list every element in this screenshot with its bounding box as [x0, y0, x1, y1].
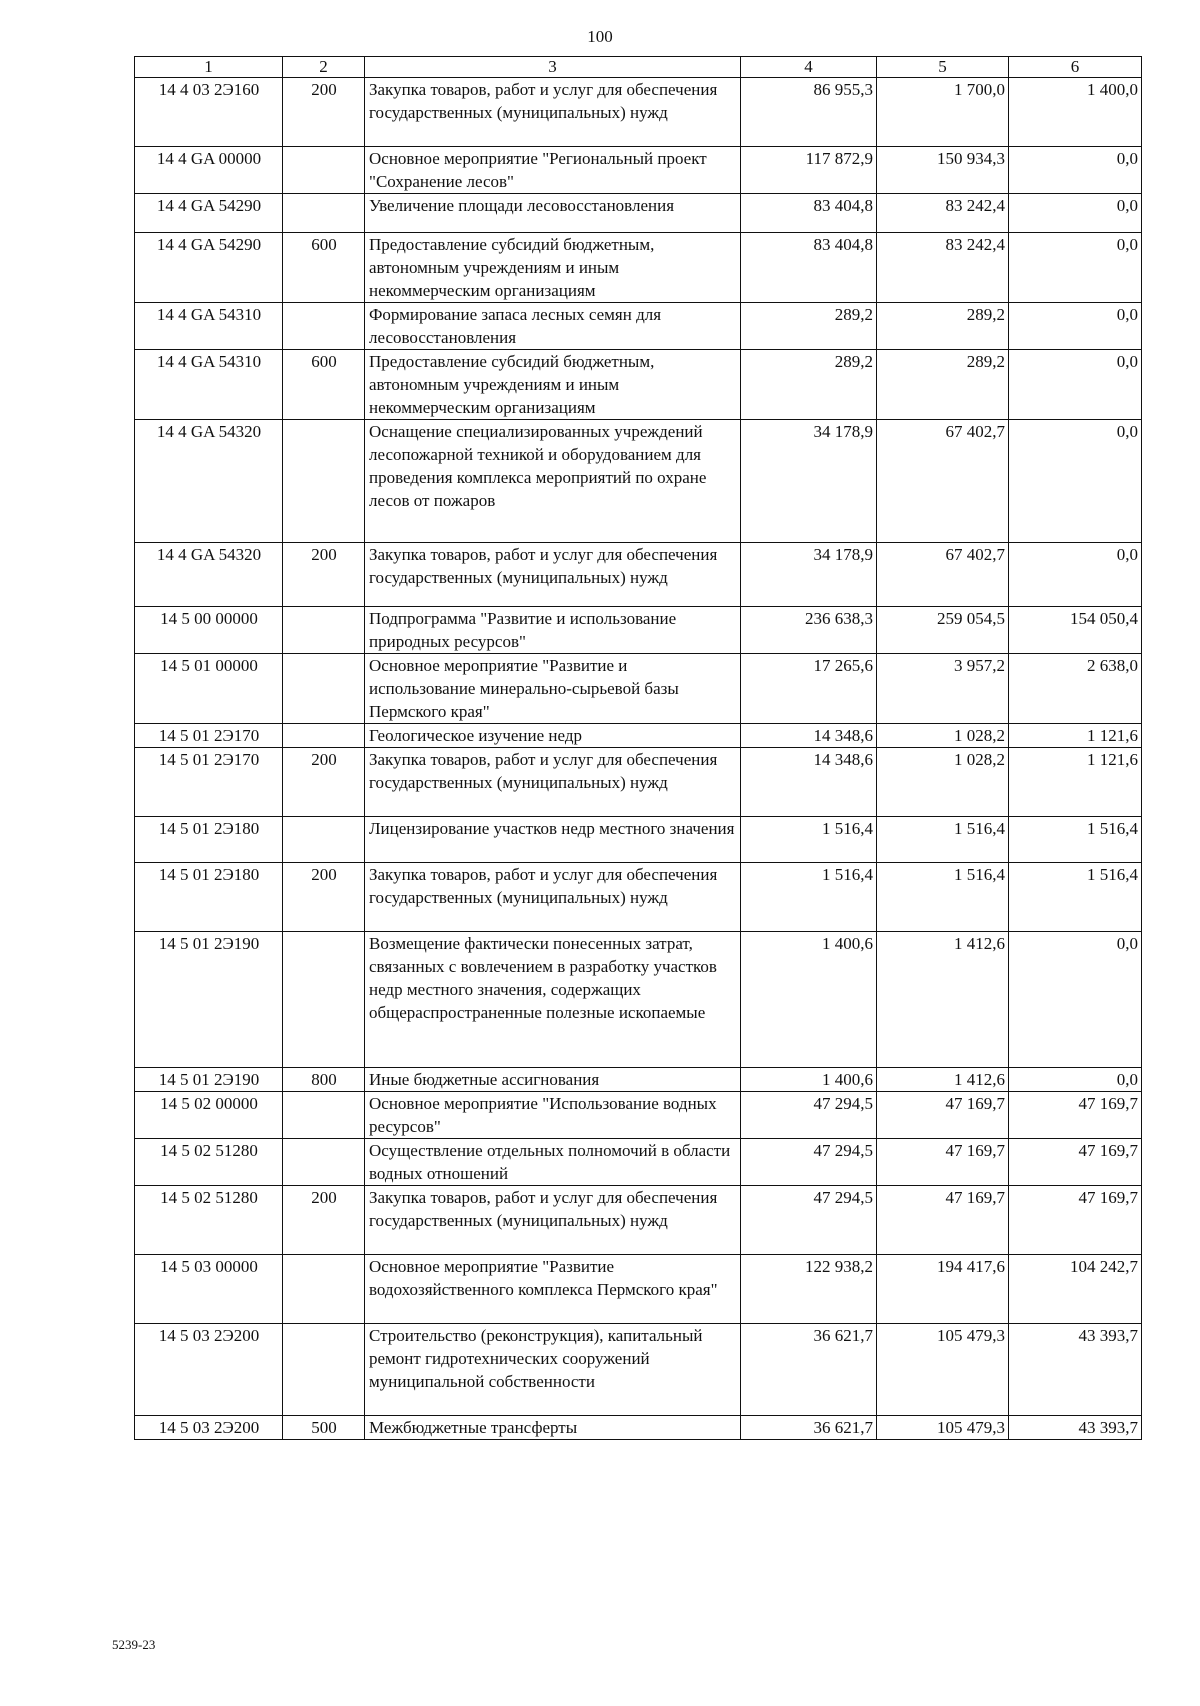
row-name: Предоставление субсидий бюджетным, автономным учреждениям и иным некоммерческим организациям [365, 350, 741, 420]
row-code: 14 5 01 2Э190 [135, 932, 283, 1068]
row-value-col4: 117 872,9 [741, 147, 877, 194]
table-row [135, 724, 1142, 748]
table-row [135, 748, 1142, 817]
row-name: Осуществление отдельных полномочий в области водных отношений [365, 1139, 741, 1186]
row-code: 14 5 01 00000 [135, 654, 283, 724]
row-code: 14 4 GA 54310 [135, 303, 283, 350]
row-expense-type [283, 194, 365, 233]
table-row [135, 420, 1142, 543]
row-code: 14 5 03 00000 [135, 1255, 283, 1324]
row-name: Закупка товаров, работ и услуг для обеспечения государственных (муниципальных) нужд [365, 748, 741, 817]
row-value-col5: 3 957,2 [877, 654, 1009, 724]
header-row [135, 57, 1142, 78]
row-code: 14 4 03 2Э160 [135, 78, 283, 147]
row-code: 14 5 01 2Э180 [135, 863, 283, 932]
table-row [135, 233, 1142, 303]
row-name: Геологическое изучение недр [365, 724, 741, 748]
document-code: 5239-23 [112, 1637, 156, 1652]
row-expense-type: 600 [283, 350, 365, 420]
row-value-col6: 0,0 [1009, 932, 1142, 1068]
row-expense-type [283, 1139, 365, 1186]
column-header-5: 5 [877, 57, 1009, 78]
row-expense-type: 500 [283, 1416, 365, 1440]
table-row [135, 1092, 1142, 1139]
row-value-col6: 0,0 [1009, 1068, 1142, 1092]
row-code: 14 4 GA 54290 [135, 233, 283, 303]
row-value-col5: 105 479,3 [877, 1324, 1009, 1416]
row-value-col4: 14 348,6 [741, 724, 877, 748]
row-value-col5: 259 054,5 [877, 607, 1009, 654]
column-header-6: 6 [1009, 57, 1142, 78]
row-value-col6: 47 169,7 [1009, 1186, 1142, 1255]
row-value-col4: 1 400,6 [741, 932, 877, 1068]
row-code: 14 4 GA 00000 [135, 147, 283, 194]
row-code: 14 4 GA 54320 [135, 543, 283, 607]
table-row [135, 1186, 1142, 1255]
row-value-col6: 1 400,0 [1009, 78, 1142, 147]
row-expense-type [283, 1255, 365, 1324]
row-value-col6: 47 169,7 [1009, 1139, 1142, 1186]
row-name: Увеличение площади лесовосстановления [365, 194, 741, 233]
table-row [135, 1068, 1142, 1092]
row-value-col5: 194 417,6 [877, 1255, 1009, 1324]
row-value-col5: 1 700,0 [877, 78, 1009, 147]
row-value-col5: 1 412,6 [877, 932, 1009, 1068]
table-row [135, 654, 1142, 724]
row-expense-type [283, 724, 365, 748]
row-value-col6: 43 393,7 [1009, 1324, 1142, 1416]
row-value-col4: 14 348,6 [741, 748, 877, 817]
row-value-col4: 289,2 [741, 303, 877, 350]
row-value-col6: 1 516,4 [1009, 863, 1142, 932]
row-value-col6: 0,0 [1009, 194, 1142, 233]
table-row [135, 932, 1142, 1068]
row-value-col4: 1 516,4 [741, 863, 877, 932]
row-expense-type [283, 147, 365, 194]
row-expense-type [283, 1324, 365, 1416]
row-expense-type [283, 420, 365, 543]
row-code: 14 5 03 2Э200 [135, 1324, 283, 1416]
row-value-col5: 47 169,7 [877, 1092, 1009, 1139]
table-row [135, 1139, 1142, 1186]
row-value-col6: 1 121,6 [1009, 724, 1142, 748]
column-header-4: 4 [741, 57, 877, 78]
row-value-col5: 83 242,4 [877, 194, 1009, 233]
row-code: 14 5 03 2Э200 [135, 1416, 283, 1440]
row-expense-type: 200 [283, 1186, 365, 1255]
row-value-col5: 83 242,4 [877, 233, 1009, 303]
row-value-col5: 47 169,7 [877, 1186, 1009, 1255]
row-value-col4: 236 638,3 [741, 607, 877, 654]
table-row [135, 543, 1142, 607]
table-row [135, 863, 1142, 932]
row-code: 14 5 01 2Э190 [135, 1068, 283, 1092]
table-row [135, 817, 1142, 863]
row-value-col5: 47 169,7 [877, 1139, 1009, 1186]
row-code: 14 4 GA 54310 [135, 350, 283, 420]
row-value-col4: 289,2 [741, 350, 877, 420]
row-value-col5: 67 402,7 [877, 420, 1009, 543]
row-expense-type [283, 932, 365, 1068]
row-value-col5: 1 516,4 [877, 863, 1009, 932]
row-value-col4: 83 404,8 [741, 233, 877, 303]
row-value-col6: 0,0 [1009, 233, 1142, 303]
row-code: 14 5 00 00000 [135, 607, 283, 654]
row-expense-type: 200 [283, 78, 365, 147]
row-value-col4: 1 400,6 [741, 1068, 877, 1092]
row-value-col5: 289,2 [877, 303, 1009, 350]
row-expense-type: 800 [283, 1068, 365, 1092]
row-name: Закупка товаров, работ и услуг для обеспечения государственных (муниципальных) нужд [365, 863, 741, 932]
row-value-col6: 0,0 [1009, 420, 1142, 543]
row-value-col4: 86 955,3 [741, 78, 877, 147]
row-value-col4: 36 621,7 [741, 1416, 877, 1440]
row-expense-type [283, 1092, 365, 1139]
row-name: Лицензирование участков недр местного значения [365, 817, 741, 863]
table-body [135, 78, 1142, 1440]
column-header-3: 3 [365, 57, 741, 78]
row-name: Формирование запаса лесных семян для лесовосстановления [365, 303, 741, 350]
row-value-col6: 1 516,4 [1009, 817, 1142, 863]
row-name: Возмещение фактически понесенных затрат, связанных с вовлечением в разработку участков недр местного значения, содержащих общераспространенные полезные ископаемые [365, 932, 741, 1068]
row-name: Основное мероприятие "Развитие и использование минерально-сырьевой базы Пермского края" [365, 654, 741, 724]
row-code: 14 5 02 51280 [135, 1186, 283, 1255]
row-name: Основное мероприятие "Использование водных ресурсов" [365, 1092, 741, 1139]
row-expense-type [283, 817, 365, 863]
row-value-col4: 122 938,2 [741, 1255, 877, 1324]
row-expense-type [283, 654, 365, 724]
row-value-col4: 83 404,8 [741, 194, 877, 233]
row-value-col6: 154 050,4 [1009, 607, 1142, 654]
row-value-col5: 1 412,6 [877, 1068, 1009, 1092]
row-value-col5: 150 934,3 [877, 147, 1009, 194]
row-expense-type: 200 [283, 748, 365, 817]
row-code: 14 5 02 00000 [135, 1092, 283, 1139]
row-name: Строительство (реконструкция), капитальный ремонт гидротехнических сооружений муниципальной собственности [365, 1324, 741, 1416]
row-value-col6: 43 393,7 [1009, 1416, 1142, 1440]
row-expense-type: 200 [283, 863, 365, 932]
row-name: Иные бюджетные ассигнования [365, 1068, 741, 1092]
row-code: 14 5 02 51280 [135, 1139, 283, 1186]
row-expense-type [283, 303, 365, 350]
table-row [135, 607, 1142, 654]
table-row [135, 78, 1142, 147]
row-value-col6: 47 169,7 [1009, 1092, 1142, 1139]
table-row [135, 350, 1142, 420]
row-value-col4: 47 294,5 [741, 1186, 877, 1255]
row-expense-type [283, 607, 365, 654]
row-name: Подпрограмма "Развитие и использование природных ресурсов" [365, 607, 741, 654]
table-row [135, 1255, 1142, 1324]
table-row [135, 194, 1142, 233]
row-value-col6: 104 242,7 [1009, 1255, 1142, 1324]
row-value-col6: 0,0 [1009, 147, 1142, 194]
row-value-col5: 67 402,7 [877, 543, 1009, 607]
row-value-col5: 105 479,3 [877, 1416, 1009, 1440]
row-name: Оснащение специализированных учреждений лесопожарной техникой и оборудованием для проведения комплекса мероприятий по охране лесов от пожаров [365, 420, 741, 543]
row-name: Закупка товаров, работ и услуг для обеспечения государственных (муниципальных) нужд [365, 78, 741, 147]
row-name: Основное мероприятие "Региональный проект "Сохранение лесов" [365, 147, 741, 194]
table-row [135, 1416, 1142, 1440]
row-value-col5: 1 028,2 [877, 724, 1009, 748]
row-value-col4: 34 178,9 [741, 543, 877, 607]
row-value-col6: 0,0 [1009, 543, 1142, 607]
row-code: 14 4 GA 54290 [135, 194, 283, 233]
row-value-col5: 1 028,2 [877, 748, 1009, 817]
row-value-col6: 1 121,6 [1009, 748, 1142, 817]
table-row [135, 1324, 1142, 1416]
row-name: Закупка товаров, работ и услуг для обеспечения государственных (муниципальных) нужд [365, 1186, 741, 1255]
row-value-col4: 17 265,6 [741, 654, 877, 724]
row-code: 14 5 01 2Э180 [135, 817, 283, 863]
row-expense-type: 600 [283, 233, 365, 303]
row-value-col4: 47 294,5 [741, 1092, 877, 1139]
row-code: 14 4 GA 54320 [135, 420, 283, 543]
row-value-col4: 36 621,7 [741, 1324, 877, 1416]
budget-table [134, 56, 1142, 1440]
row-value-col4: 34 178,9 [741, 420, 877, 543]
page-number: 100 [587, 27, 613, 46]
table-row [135, 147, 1142, 194]
row-code: 14 5 01 2Э170 [135, 724, 283, 748]
row-expense-type: 200 [283, 543, 365, 607]
row-value-col4: 1 516,4 [741, 817, 877, 863]
row-value-col6: 0,0 [1009, 350, 1142, 420]
row-name: Межбюджетные трансферты [365, 1416, 741, 1440]
row-code: 14 5 01 2Э170 [135, 748, 283, 817]
row-value-col6: 2 638,0 [1009, 654, 1142, 724]
column-header-1: 1 [135, 57, 283, 78]
row-value-col4: 47 294,5 [741, 1139, 877, 1186]
row-name: Закупка товаров, работ и услуг для обеспечения государственных (муниципальных) нужд [365, 543, 741, 607]
row-name: Предоставление субсидий бюджетным, автономным учреждениям и иным некоммерческим организациям [365, 233, 741, 303]
table-row [135, 303, 1142, 350]
row-name: Основное мероприятие "Развитие водохозяйственного комплекса Пермского края" [365, 1255, 741, 1324]
row-value-col5: 289,2 [877, 350, 1009, 420]
column-header-2: 2 [283, 57, 365, 78]
row-value-col6: 0,0 [1009, 303, 1142, 350]
row-value-col5: 1 516,4 [877, 817, 1009, 863]
